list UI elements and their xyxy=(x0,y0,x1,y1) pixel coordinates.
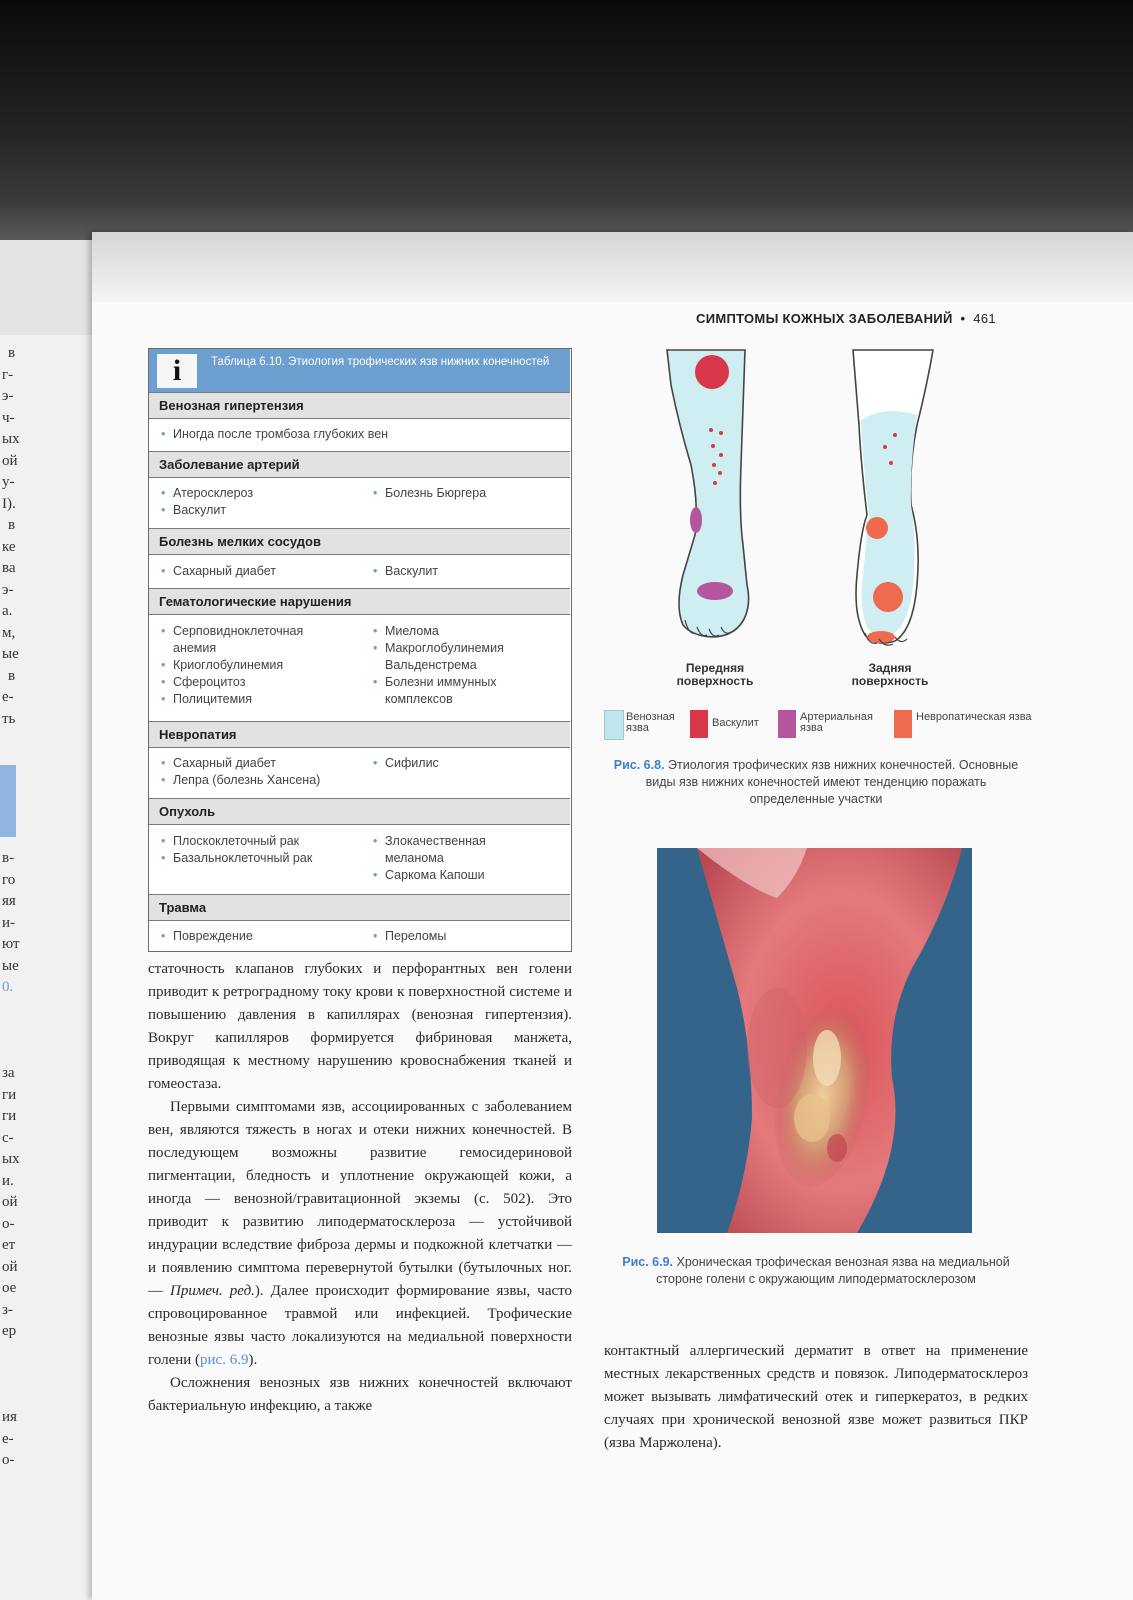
table-item: • Макроглобулинемия Вальденстрема xyxy=(371,640,546,674)
fragment: о- xyxy=(2,1452,15,1468)
arterial-ulcer-spot xyxy=(690,507,702,533)
fragment: ет xyxy=(2,1237,16,1253)
editor-note: Примеч. ред. xyxy=(170,1283,255,1299)
table-col-1 xyxy=(159,833,359,867)
fragment: э- xyxy=(2,582,14,598)
fragment: с- xyxy=(2,1130,14,1146)
paragraph xyxy=(148,1096,572,1372)
table-item: • Серповидноклеточная анемия xyxy=(159,623,339,657)
fragment: ия xyxy=(2,1409,17,1425)
fragment: ой xyxy=(2,453,18,469)
legend-swatch-vasculitis xyxy=(690,710,708,738)
table-category: Болезнь мелких сосудов xyxy=(149,528,570,555)
paragraph: контактный аллергический дерматит в ответ на применение местных лекарственных средств и повязок. Липодерматосклероз может вызывать лимфатический отек и гиперкератоз, в редких случаях при хронической венозной язве может развиться ПКР (язва Маржолена). xyxy=(604,1343,1028,1451)
fragment: ые xyxy=(2,646,19,662)
fragment: а. xyxy=(2,603,13,619)
figure-reference-link[interactable]: рис. 6.9 xyxy=(200,1352,249,1368)
fragment: ке xyxy=(2,539,16,555)
fragment: ых xyxy=(2,1151,20,1167)
fragment: э- xyxy=(2,388,14,404)
fragment: е- xyxy=(2,689,14,705)
fragment: ва xyxy=(2,560,16,576)
leg-ulcer-diagram xyxy=(655,345,955,705)
venous-ulcer-photo xyxy=(657,848,972,1233)
legend-label: Васкулит xyxy=(712,717,759,729)
table-item: • Болезни иммунных комплексов xyxy=(371,674,546,708)
table-col-2 xyxy=(371,928,561,945)
table-col-1 xyxy=(159,426,539,443)
table-item: • Сифилис xyxy=(371,755,561,772)
fragment: е- xyxy=(2,1431,14,1447)
table-category: Заболевание артерий xyxy=(149,451,570,478)
fragment: ой xyxy=(2,1259,18,1275)
table-item: • Базальноклеточный рак xyxy=(159,850,359,867)
scan-shadow xyxy=(0,0,1133,240)
caption-label: Рис. 6.8. xyxy=(613,758,665,772)
fragment: ер xyxy=(2,1323,17,1339)
table-item: • Болезнь Бюргера xyxy=(371,485,561,502)
table-item: • Сахарный диабет xyxy=(159,755,359,772)
table-col-2 xyxy=(371,833,531,884)
table-col-1 xyxy=(159,485,359,519)
table-item: • Сахарный диабет xyxy=(159,563,359,580)
fragment: I). xyxy=(2,496,16,512)
text-span: Первыми симптомами язв, ассоциированных с заболеванием вен, являются тяжесть в ногах и отеки нижних конечностей. В последующем возможны развитие гемосидериновой пигментации, бледность и уплотнение окружающей кожи, а иногда — венозной/гравитационной экземы (с. 502). Это приводит к развитию липодерматосклероза — устойчивой индурации вследствие фиброза дермы и подкожной клетчатки — и появлению симптома перевернутой бутылки (бутылочных ног. — xyxy=(148,1099,572,1299)
table-col-1 xyxy=(159,623,339,708)
table-category: Травма xyxy=(149,894,570,921)
text-span: ). Далее происходит формирование язвы, часто спровоцированное травмой или инфекцией. Трофические венозные язвы часто локализуются на медиальной поверхности голени ( xyxy=(148,1283,572,1368)
fragment: у- xyxy=(2,474,15,490)
table-col-2 xyxy=(371,623,546,708)
left-column-text xyxy=(148,958,572,1418)
figure-legend xyxy=(604,708,1034,742)
table-item: • Иногда после тромбоза глубоких вен xyxy=(159,426,539,443)
caption-text: Хроническая трофическая венозная язва на медиальной стороне голени с окружающим липодерматосклерозом xyxy=(656,1255,1010,1286)
fragment: ги xyxy=(2,1087,17,1103)
previous-page-blue-tab xyxy=(0,765,16,837)
neuropathic-ulcer-spot xyxy=(866,517,888,539)
page-top-shading xyxy=(92,232,1133,302)
table-category: Венозная гипертензия xyxy=(149,392,570,419)
figure-6-9-caption xyxy=(604,1254,1028,1288)
fragment: ые xyxy=(2,958,19,974)
fragment: в xyxy=(8,345,16,361)
fragment: за xyxy=(2,1065,15,1081)
fragment: и- xyxy=(2,915,16,931)
fragment: о- xyxy=(2,1216,15,1232)
fragment: м, xyxy=(2,625,16,641)
table-item: • Саркома Капоши xyxy=(371,867,531,884)
fragment: ги xyxy=(2,1108,17,1124)
fragment: ть xyxy=(2,711,16,727)
front-view-label: Передняя поверхность xyxy=(676,661,754,688)
table-col-1 xyxy=(159,755,359,789)
fragment: ой xyxy=(2,1194,18,1210)
running-header xyxy=(696,311,996,326)
table-col-2 xyxy=(371,563,561,580)
table-title: Таблица 6.10. Этиология трофических язв нижних конечностей xyxy=(211,356,550,368)
back-leg xyxy=(853,350,933,645)
page-number: 461 xyxy=(973,311,996,326)
table-item: • Повреждение xyxy=(159,928,359,945)
legend-label: Венозная язва xyxy=(626,711,675,734)
fragment: в xyxy=(8,668,16,684)
table-col-1 xyxy=(159,563,359,580)
legend-swatch-venous xyxy=(604,710,624,740)
info-icon: i xyxy=(157,354,197,388)
fragment: ое xyxy=(2,1280,17,1296)
table-category: Невропатия xyxy=(149,721,570,748)
right-column-text xyxy=(604,1340,1028,1455)
previous-page-shade xyxy=(0,240,92,335)
back-view-label: Задняя поверхность xyxy=(851,661,929,688)
table-item: • Переломы xyxy=(371,928,561,945)
caption-text: Этиология трофических язв нижних конечностей. Основные виды язв нижних конечностей имеют тенденцию поражать определенные участки xyxy=(645,758,1019,806)
table-item: • Миелома xyxy=(371,623,546,640)
etiology-table xyxy=(148,348,572,952)
fragment: го xyxy=(2,872,16,888)
header-separator: • xyxy=(960,311,966,326)
table-item: • Злокачественная меланома xyxy=(371,833,531,867)
fragment: ых xyxy=(2,431,20,447)
vasculitis-spot xyxy=(695,355,729,389)
fragment: яя xyxy=(2,893,16,909)
table-item: • Атеросклероз xyxy=(159,485,359,502)
table-item: • Сфероцитоз xyxy=(159,674,339,691)
caption-label: Рис. 6.9. xyxy=(622,1255,674,1269)
paragraph: статочность клапанов глубоких и перфорантных вен голени приводит к ретроградному току крови к поверхностной системе и повышению давления в капиллярах (венозная гипертензия). Вокруг капилляров формируется фибриновая манжета, приводящая к местному нарушению кровоснабжения тканей и гомеостаза. xyxy=(148,961,572,1092)
front-leg xyxy=(667,350,749,637)
figure-6-8-caption xyxy=(604,757,1028,808)
table-category: Опухоль xyxy=(149,798,570,825)
header-section: СИМПТОМЫ КОЖНЫХ ЗАБОЛЕВАНИЙ xyxy=(696,311,953,326)
fragment: ют xyxy=(2,936,20,952)
table-item: • Лепра (болезнь Хансена) xyxy=(159,772,359,789)
text-span: ). xyxy=(248,1352,258,1368)
table-item: • Криоглобулинемия xyxy=(159,657,339,674)
paragraph: Осложнения венозных язв нижних конечностей включают бактериальную инфекцию, а также xyxy=(148,1375,572,1414)
fragment: з- xyxy=(2,1302,13,1318)
arterial-ulcer-spot xyxy=(697,582,733,600)
table-col-1 xyxy=(159,928,359,945)
fragment: г- xyxy=(2,367,14,383)
table-category: Гематологические нарушения xyxy=(149,588,570,615)
fragment: 0. xyxy=(2,979,14,995)
legend-swatch-neuropathic xyxy=(894,710,912,738)
neuropathic-ulcer-spot xyxy=(873,582,903,612)
legend-label: Артериальная язва xyxy=(800,711,873,734)
table-header xyxy=(149,349,570,392)
table-col-2 xyxy=(371,755,561,772)
legend-swatch-arterial xyxy=(778,710,796,738)
fragment: ч- xyxy=(2,410,15,426)
table-item: • Плоскоклеточный рак xyxy=(159,833,359,850)
table-col-2 xyxy=(371,485,561,502)
legend-label: Невропатическая язва xyxy=(916,711,1032,723)
fragment: в- xyxy=(2,850,15,866)
fragment: в xyxy=(8,517,16,533)
table-item: • Васкулит xyxy=(371,563,561,580)
fragment: и. xyxy=(2,1173,14,1189)
table-item: • Полицитемия xyxy=(159,691,339,708)
table-item: • Васкулит xyxy=(159,502,359,519)
